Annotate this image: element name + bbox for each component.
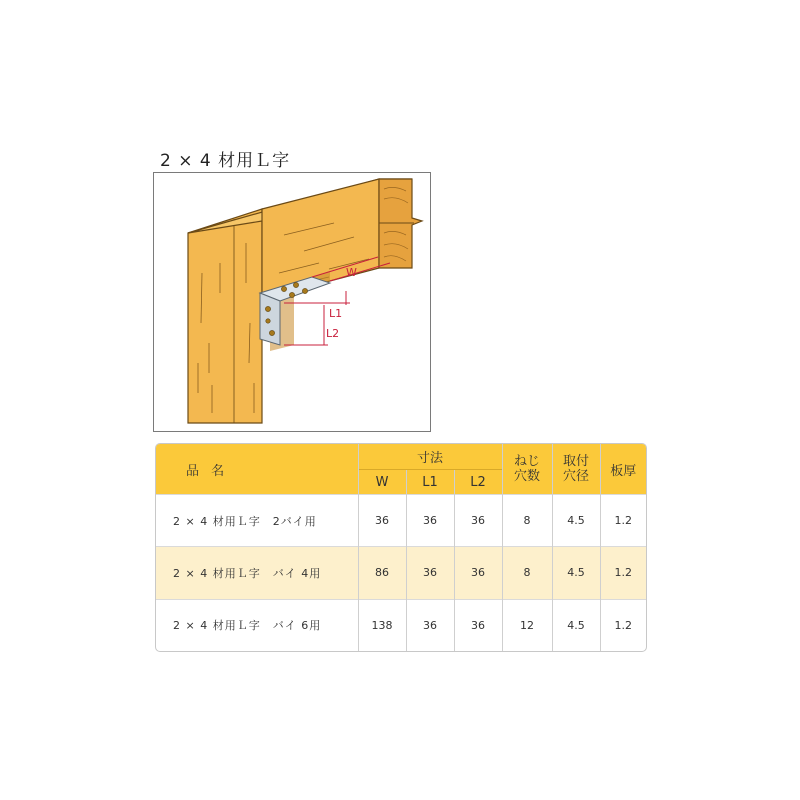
header-hole-diameter-line1: 取付 — [563, 454, 590, 469]
table-row — [156, 599, 646, 651]
dim-label-l1: L1 — [329, 307, 343, 320]
cell-l1: 36 — [406, 495, 454, 547]
lumber-bracket-diagram — [154, 173, 430, 431]
cell-diameter: 4.5 — [552, 599, 600, 651]
header-w: W — [358, 470, 406, 495]
cell-thickness: 1.2 — [600, 547, 646, 599]
cell-holes: 12 — [502, 599, 552, 651]
header-screw-holes — [502, 444, 552, 495]
cell-l2: 36 — [454, 547, 502, 599]
cell-holes: 8 — [502, 495, 552, 547]
cell-l1: 36 — [406, 547, 454, 599]
header-hole-diameter — [552, 444, 600, 495]
cell-name: 2 × 4 材用Ｌ字 バイ 6用 — [156, 599, 358, 651]
cell-diameter: 4.5 — [552, 547, 600, 599]
table-row — [156, 547, 646, 599]
cell-l2: 36 — [454, 599, 502, 651]
bracket-side-leg — [260, 293, 280, 345]
cell-l2: 36 — [454, 495, 502, 547]
cell-holes: 8 — [502, 547, 552, 599]
bracket-illustration — [153, 172, 431, 432]
spec-table — [155, 443, 647, 652]
cell-w: 36 — [358, 495, 406, 547]
dim-label-w: W — [346, 266, 357, 279]
header-screw-holes-line2: 穴数 — [514, 469, 541, 484]
page-title: 2 × 4 材用Ｌ字 — [160, 151, 291, 171]
cell-name: 2 × 4 材用Ｌ字 バイ 4用 — [156, 547, 358, 599]
cell-thickness: 1.2 — [600, 599, 646, 651]
header-l1: L1 — [406, 470, 454, 495]
cell-name: 2 × 4 材用Ｌ字 2バイ用 — [156, 495, 358, 547]
cell-w: 86 — [358, 547, 406, 599]
header-dimensions: 寸法 — [358, 444, 502, 470]
cell-l1: 36 — [406, 599, 454, 651]
cell-thickness: 1.2 — [600, 495, 646, 547]
header-name: 品 名 — [156, 444, 358, 495]
header-hole-diameter-line2: 穴径 — [563, 469, 590, 484]
header-screw-holes-line1: ねじ — [514, 454, 541, 469]
header-l2: L2 — [454, 470, 502, 495]
header-thickness: 板厚 — [600, 444, 646, 495]
dim-label-l2: L2 — [326, 327, 340, 340]
cell-diameter: 4.5 — [552, 495, 600, 547]
vertical-post — [188, 209, 262, 423]
cell-w: 138 — [358, 599, 406, 651]
table-row — [156, 495, 646, 547]
